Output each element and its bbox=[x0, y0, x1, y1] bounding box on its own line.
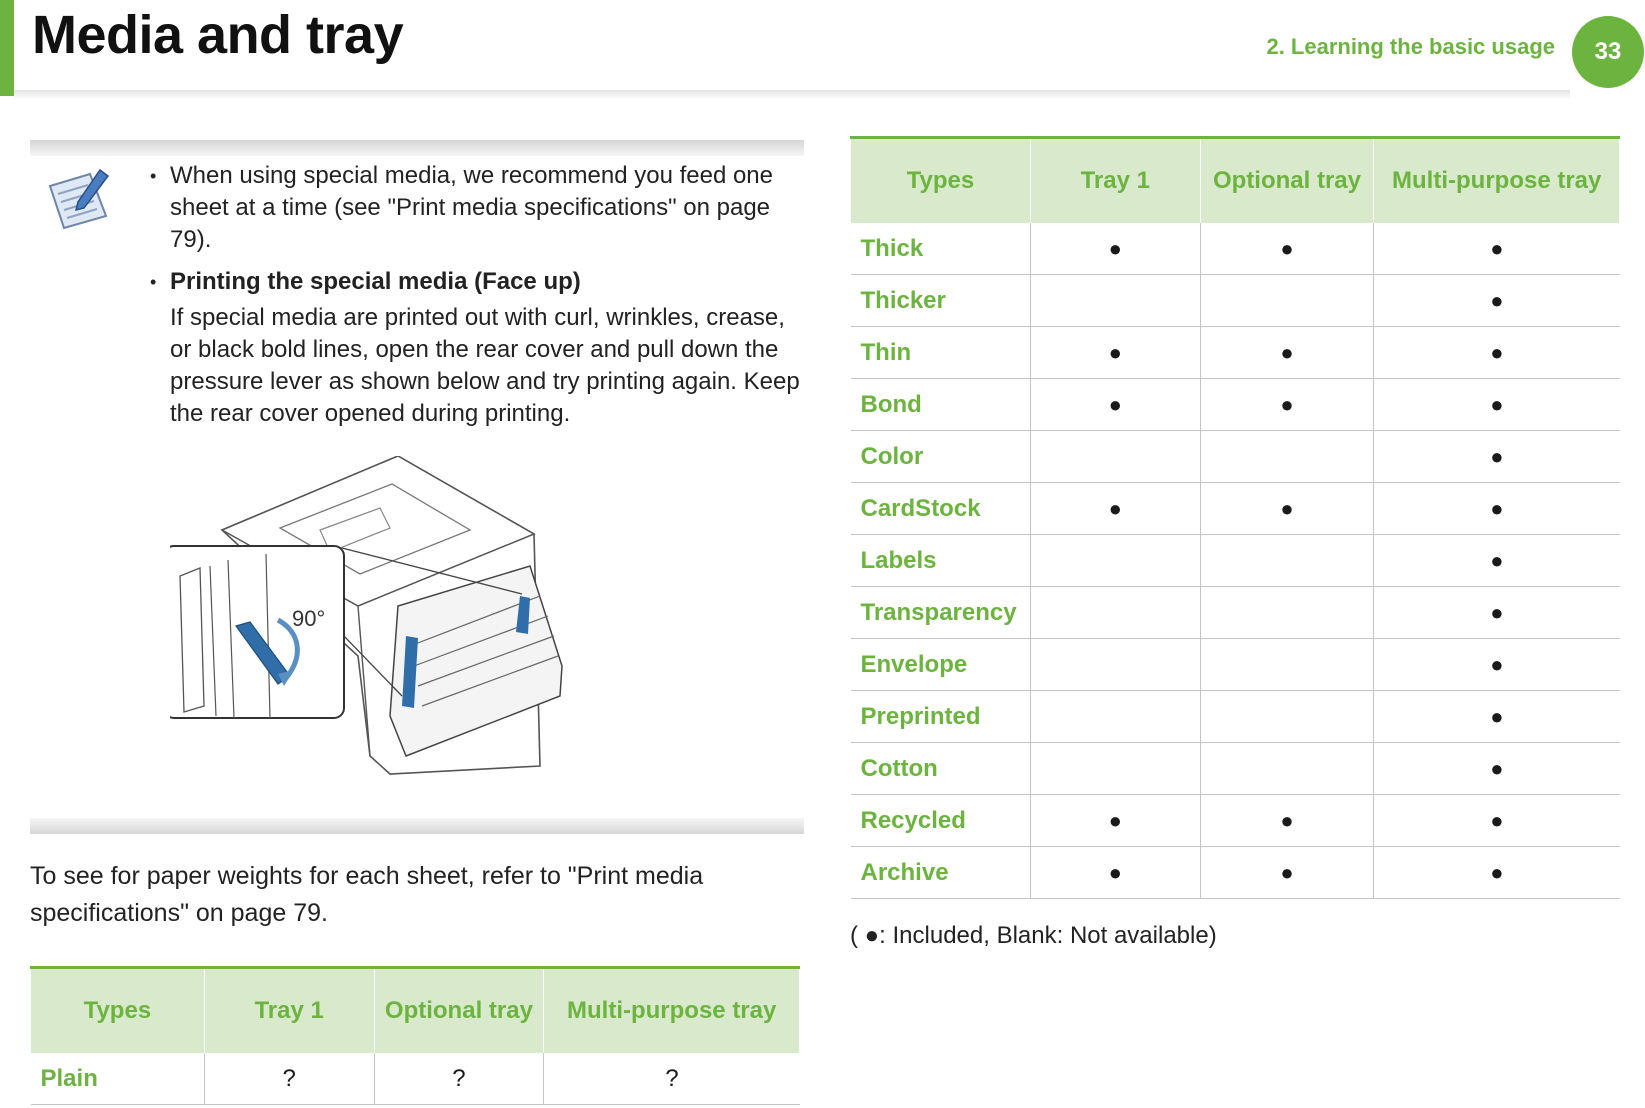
media-type: Envelope bbox=[851, 639, 1031, 691]
tray1-value: ● bbox=[1030, 847, 1200, 899]
optional-tray-value: ● bbox=[1200, 847, 1374, 899]
multi-purpose-value: ● bbox=[1374, 431, 1620, 483]
multi-purpose-value: ● bbox=[1374, 587, 1620, 639]
table-row bbox=[851, 795, 1620, 847]
multi-purpose-value: ● bbox=[1374, 691, 1620, 743]
printer-rear-cover-illustration bbox=[170, 456, 590, 796]
tray1-value bbox=[1030, 275, 1200, 327]
table-row bbox=[851, 847, 1620, 899]
media-table-left bbox=[30, 966, 800, 1105]
optional-tray-value: ? bbox=[374, 1053, 544, 1105]
note-top-rule bbox=[30, 140, 804, 156]
multi-purpose-value: ● bbox=[1374, 483, 1620, 535]
multi-purpose-value: ● bbox=[1374, 847, 1620, 899]
tray1-value: ● bbox=[1030, 223, 1200, 275]
table-row bbox=[851, 587, 1620, 639]
note-bullet-paragraph: If special media are printed out with curl, wrinkles, crease, or black bold lines, open the rear cover and pull down the pressure lever as shown below and try printing again. Keep the rear cover opened during printing. bbox=[170, 304, 800, 427]
multi-purpose-value: ● bbox=[1374, 535, 1620, 587]
tray1-value bbox=[1030, 743, 1200, 795]
media-type: Recycled bbox=[851, 795, 1031, 847]
multi-purpose-value: ● bbox=[1374, 379, 1620, 431]
header-types: Types bbox=[31, 968, 205, 1054]
header-types: Types bbox=[851, 138, 1031, 224]
multi-purpose-value: ● bbox=[1374, 327, 1620, 379]
angle-label: 90° bbox=[292, 606, 326, 631]
multi-purpose-value: ● bbox=[1374, 275, 1620, 327]
header-optional-tray: Optional tray bbox=[374, 968, 544, 1054]
media-type: Plain bbox=[31, 1053, 205, 1105]
table-row bbox=[851, 431, 1620, 483]
note-pencil-icon bbox=[44, 166, 114, 234]
note-bullet-text: When using special media, we recommend you feed one sheet at a time (see "Print media specifications" on page 79). bbox=[170, 162, 773, 253]
media-type: CardStock bbox=[851, 483, 1031, 535]
tray1-value bbox=[1030, 535, 1200, 587]
table-row bbox=[851, 223, 1620, 275]
header-tray1: Tray 1 bbox=[204, 968, 374, 1054]
tray1-value: ● bbox=[1030, 379, 1200, 431]
table-row bbox=[851, 691, 1620, 743]
page-number-badge: 33 bbox=[1572, 16, 1644, 88]
paper-weight-note: To see for paper weights for each sheet, refer to "Print media specifications" on page 79. bbox=[30, 862, 704, 927]
media-table-right bbox=[850, 136, 1620, 899]
table-row bbox=[851, 639, 1620, 691]
optional-tray-value bbox=[1200, 743, 1374, 795]
note-bullet bbox=[150, 266, 802, 430]
media-type: Labels bbox=[851, 535, 1031, 587]
optional-tray-value: ● bbox=[1200, 483, 1374, 535]
table-row bbox=[851, 483, 1620, 535]
media-type: Thick bbox=[851, 223, 1031, 275]
optional-tray-value bbox=[1200, 431, 1374, 483]
multi-purpose-value: ● bbox=[1374, 795, 1620, 847]
header-optional-tray: Optional tray bbox=[1200, 138, 1374, 224]
multi-purpose-value: ● bbox=[1374, 639, 1620, 691]
table-header-row bbox=[851, 138, 1620, 224]
table-legend: ( ●: Included, Blank: Not available) bbox=[850, 922, 1217, 949]
tray1-value: ● bbox=[1030, 327, 1200, 379]
optional-tray-value bbox=[1200, 535, 1374, 587]
optional-tray-value bbox=[1200, 691, 1374, 743]
header-accent-bar bbox=[0, 0, 14, 96]
optional-tray-value: ● bbox=[1200, 379, 1374, 431]
note-bullet-title: • Printing the special media (Face up) bbox=[170, 268, 581, 295]
media-type: Thicker bbox=[851, 275, 1031, 327]
tray1-value bbox=[1030, 587, 1200, 639]
media-type: Preprinted bbox=[851, 691, 1031, 743]
header-divider bbox=[14, 90, 1570, 98]
tray1-value bbox=[1030, 639, 1200, 691]
note-content bbox=[150, 160, 802, 430]
header-multi-purpose-tray: Multi-purpose tray bbox=[544, 968, 800, 1054]
tray1-value: ? bbox=[204, 1053, 374, 1105]
multi-purpose-value: ● bbox=[1374, 743, 1620, 795]
media-type: Cotton bbox=[851, 743, 1031, 795]
table-row bbox=[851, 379, 1620, 431]
header-tray1: Tray 1 bbox=[1030, 138, 1200, 224]
table-row bbox=[851, 275, 1620, 327]
media-type: Archive bbox=[851, 847, 1031, 899]
table-row bbox=[851, 535, 1620, 587]
optional-tray-value: ● bbox=[1200, 223, 1374, 275]
note-bottom-rule bbox=[30, 818, 804, 834]
tray1-value bbox=[1030, 431, 1200, 483]
table-row bbox=[851, 327, 1620, 379]
media-type: Transparency bbox=[851, 587, 1031, 639]
media-type: Color bbox=[851, 431, 1031, 483]
optional-tray-value: ● bbox=[1200, 327, 1374, 379]
multi-purpose-value: ? bbox=[544, 1053, 800, 1105]
media-type: Bond bbox=[851, 379, 1031, 431]
optional-tray-value: ● bbox=[1200, 795, 1374, 847]
page-title: Media and tray bbox=[32, 5, 404, 65]
tray1-value: ● bbox=[1030, 483, 1200, 535]
media-type: Thin bbox=[851, 327, 1031, 379]
multi-purpose-value: ● bbox=[1374, 223, 1620, 275]
table-header-row bbox=[31, 968, 800, 1054]
tray1-value: ● bbox=[1030, 795, 1200, 847]
tray1-value bbox=[1030, 691, 1200, 743]
optional-tray-value bbox=[1200, 587, 1374, 639]
optional-tray-value bbox=[1200, 275, 1374, 327]
section-label: 2. Learning the basic usage bbox=[1266, 34, 1555, 59]
table-row bbox=[851, 743, 1620, 795]
header-multi-purpose-tray: Multi-purpose tray bbox=[1374, 138, 1620, 224]
table-row bbox=[31, 1053, 800, 1105]
note-bullet bbox=[150, 160, 802, 256]
optional-tray-value bbox=[1200, 639, 1374, 691]
